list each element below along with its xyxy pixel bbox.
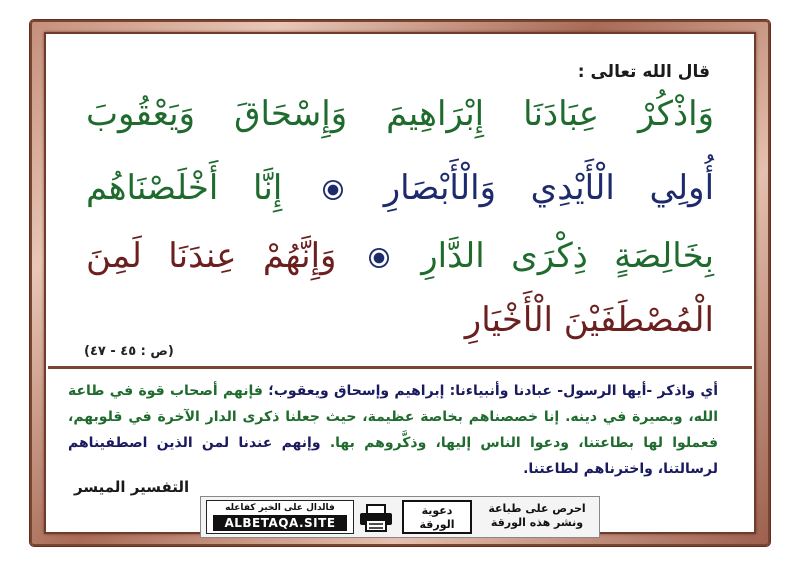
- tafsir-part-2: فإنهم أصحاب قوة في طاعة الله، وبصيرة في دينه. إنا خصصناهم بخاصة عظيمة، حيث جعلنا ذكرى الدار الآخرة في قلوبهم، فعملوا لها بطاعتنا، ودعوا الناس إليها، وذكَّروهم بها.: [68, 383, 719, 451]
- ayah-end-marker-icon: [323, 180, 343, 200]
- verse-line-1: وَاذْكُرْ عِبَادَنَا إِبْرَاهِيمَ وَإِسْحَاقَ وَيَعْقُوبَ: [86, 94, 714, 134]
- tafsir-part-1: أي واذكر -أيها الرسول- عبادنا وأنبياءنا: إبراهيم وإسحاق ويعقوب؛: [268, 383, 719, 399]
- brand-logo-line-1: دعوية: [421, 504, 453, 517]
- verse-heading: قال الله تعالى :: [577, 62, 710, 82]
- footer-slogan: فالدال على الخير كفاعله: [225, 503, 335, 513]
- verse-reference: (ص : ٤٥ - ٤٧): [84, 344, 174, 359]
- print-note-line-2: ونشر هذه الورقة: [490, 516, 584, 529]
- verse-line-2-part-1: أُولِي الْأَيْدِي وَالْأَبْصَارِ: [383, 168, 715, 208]
- tafsir-source: التفسير الميسر: [74, 478, 190, 496]
- verse-line-4: الْمُصْطَفَيْنَ الْأَخْيَارِ: [464, 300, 714, 340]
- footer-site-box: [206, 500, 354, 534]
- printer-icon: [358, 504, 394, 532]
- site-link[interactable]: ALBETAQA.SITE: [213, 515, 347, 531]
- verse-line-3: [86, 236, 714, 276]
- tafsir-text: [68, 378, 718, 482]
- print-note-line-1: احرص على طباعة: [488, 502, 586, 515]
- brand-logo-line-2: الورقة: [419, 518, 455, 531]
- verse-line-2: [86, 168, 714, 208]
- verse-line-2-part-2: إِنَّا أَخْلَصْنَاهُم: [86, 168, 283, 208]
- verse-line-3-part-1: بِخَالِصَةٍ ذِكْرَى الدَّارِ: [421, 236, 715, 276]
- verse-line-3-part-2: وَإِنَّهُمْ عِندَنَا لَمِنَ: [86, 236, 337, 276]
- ayah-end-marker-icon: [369, 248, 389, 268]
- brand-logo: [402, 500, 472, 534]
- footer-print-note: [482, 502, 592, 530]
- tafsir-part-3: وإنهم عندنا لمن الذين اصطفيناهم لرسالتنا، واخترناهم لطاعتنا.: [68, 435, 718, 477]
